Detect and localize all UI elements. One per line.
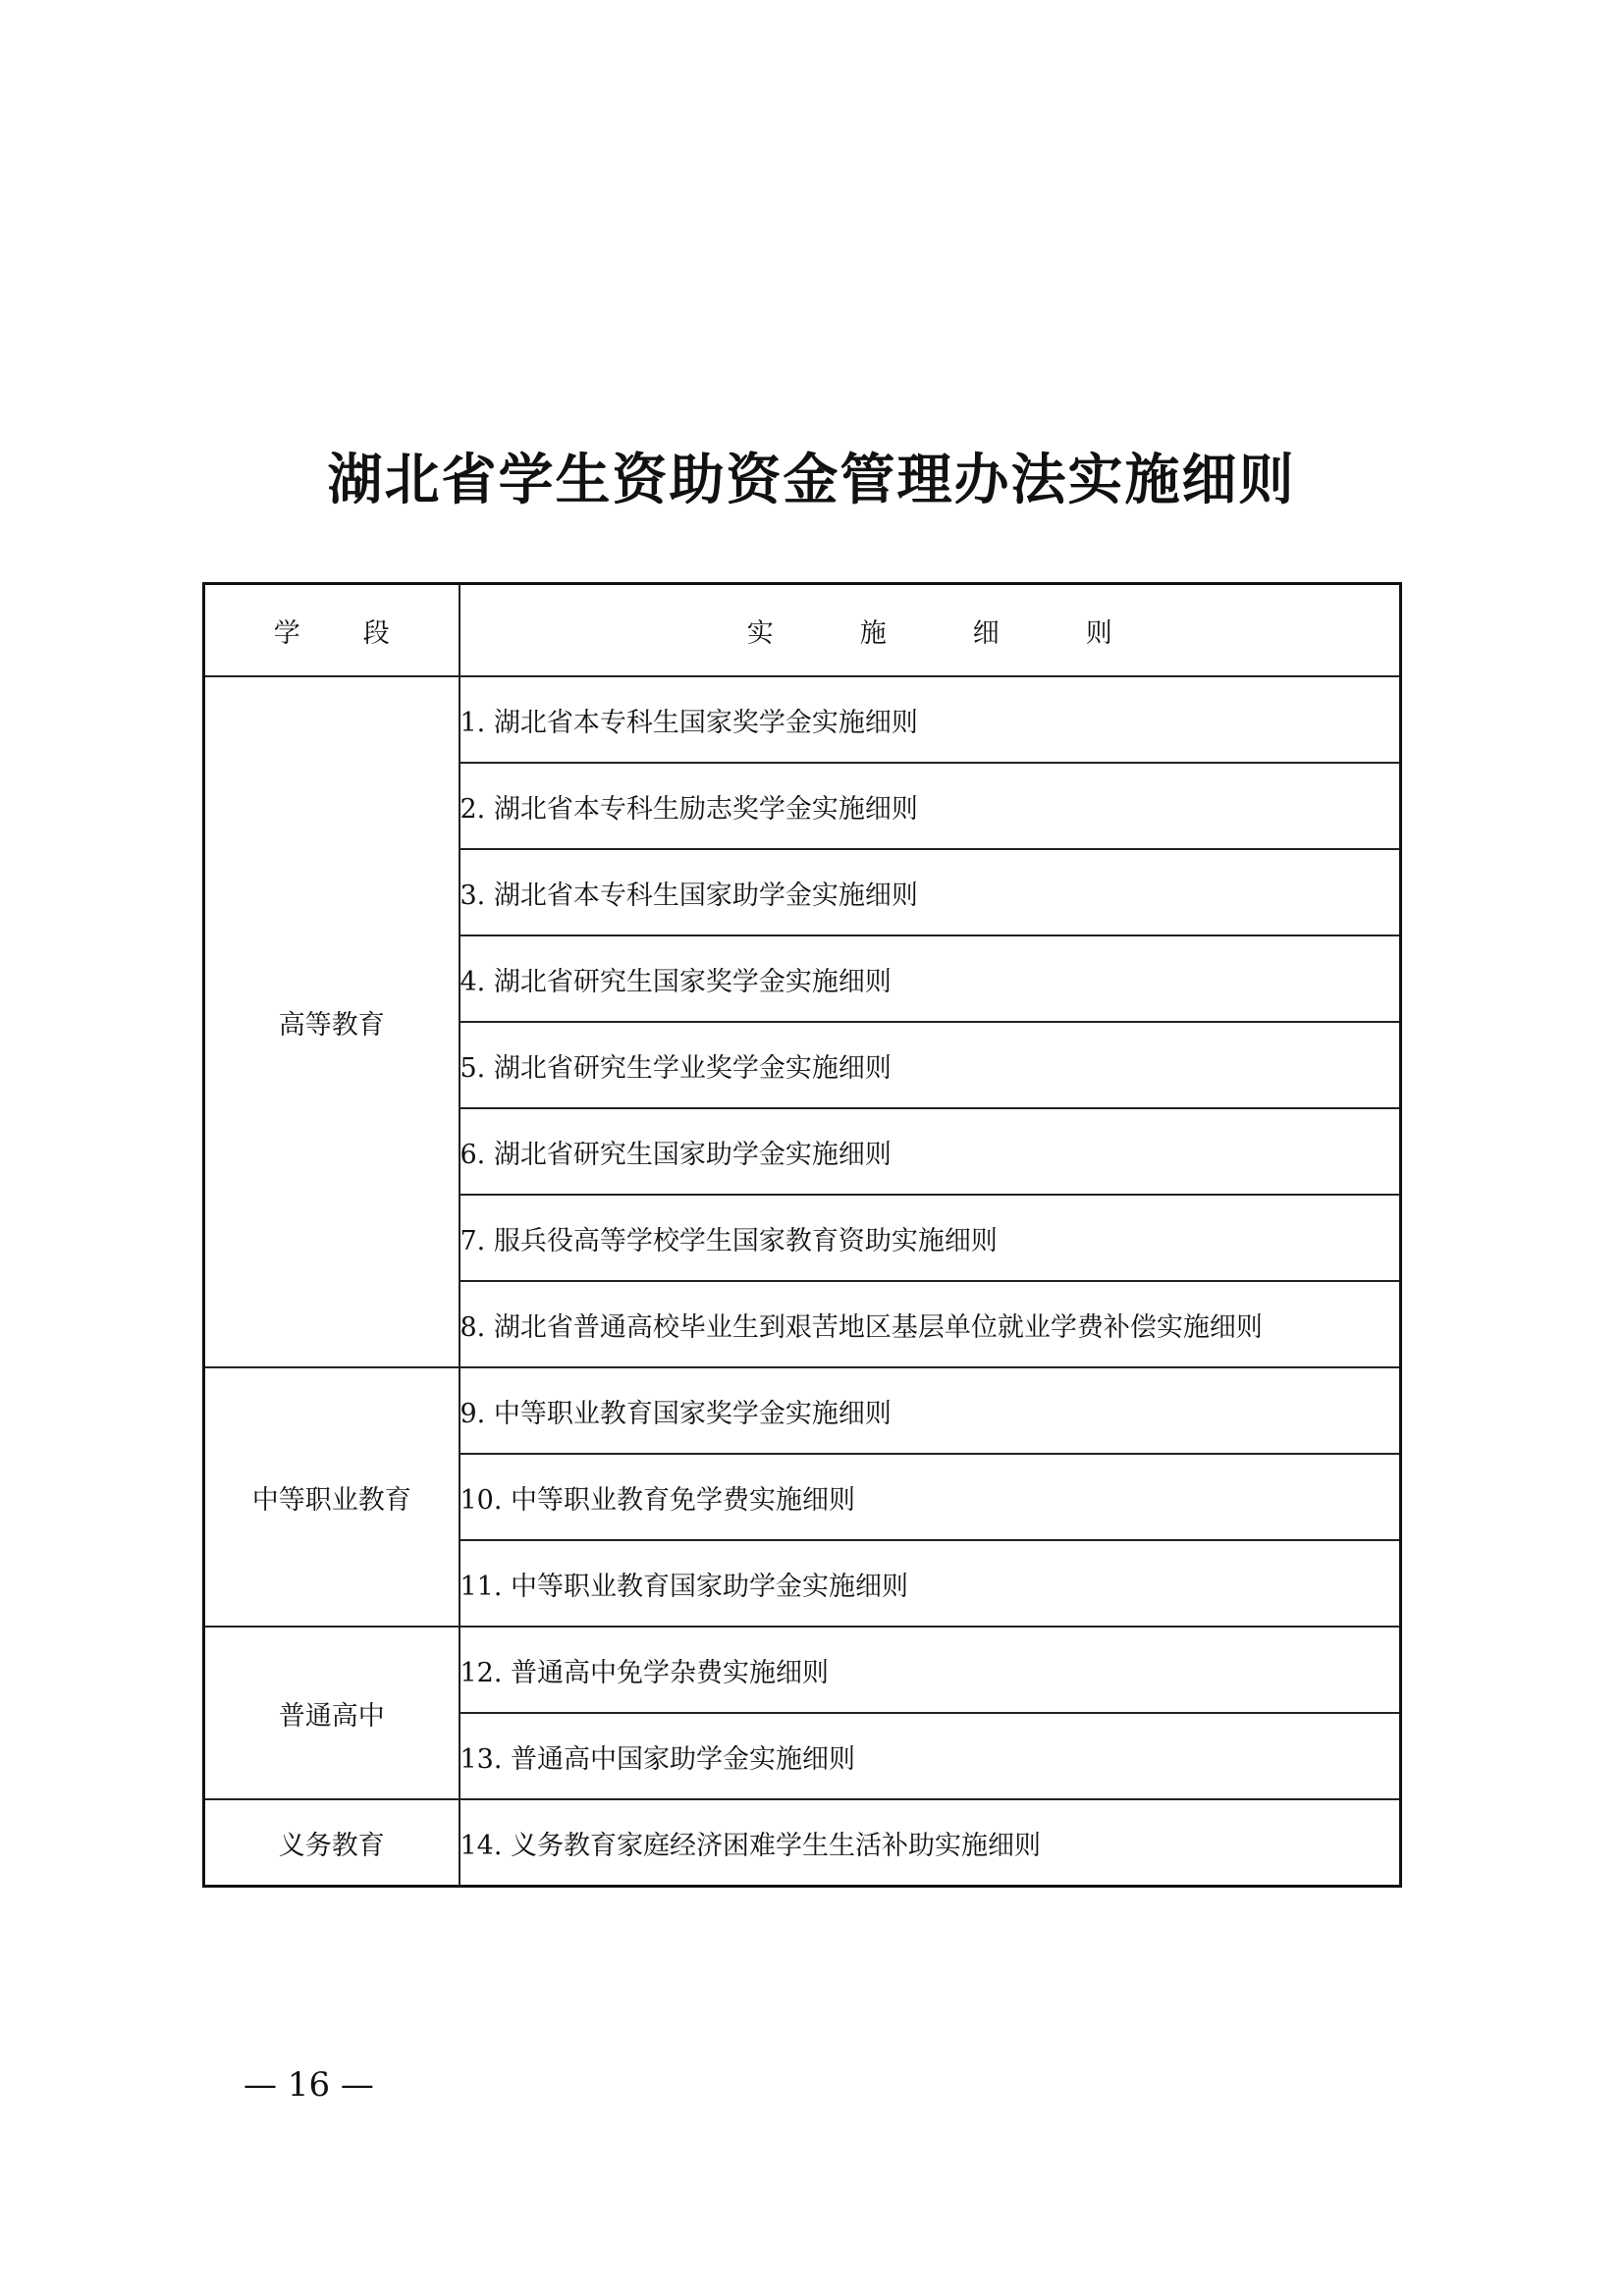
detail-item: 8. 湖北省普通高校毕业生到艰苦地区基层单位就业学费补偿实施细则 [460,1281,1401,1367]
detail-item: 9. 中等职业教育国家奖学金实施细则 [460,1367,1401,1454]
stage-cell-secondary-vocational: 中等职业教育 [204,1367,460,1627]
stage-cell-high-school: 普通高中 [204,1627,460,1799]
detail-item: 3. 湖北省本专科生国家助学金实施细则 [460,849,1401,935]
column-header-stage-label: 学段 [273,617,453,649]
table-row [204,676,1401,763]
column-header-detail [460,584,1401,677]
page-number: — 16 — [243,2065,374,2105]
column-header-detail-label: 实施细则 [746,617,1199,649]
table-row [204,1367,1401,1454]
detail-item: 10. 中等职业教育免学费实施细则 [460,1454,1401,1540]
detail-item: 12. 普通高中免学杂费实施细则 [460,1627,1401,1713]
detail-item: 6. 湖北省研究生国家助学金实施细则 [460,1108,1401,1195]
table-header-row [204,584,1401,677]
column-header-stage [204,584,460,677]
detail-item: 14. 义务教育家庭经济困难学生生活补助实施细则 [460,1799,1401,1887]
document-title: 湖北省学生资助资金管理办法实施细则 [327,449,1296,512]
detail-item: 5. 湖北省研究生学业奖学金实施细则 [460,1022,1401,1108]
detail-item: 13. 普通高中国家助学金实施细则 [460,1713,1401,1799]
table-row [204,1627,1401,1713]
stage-cell-higher-education: 高等教育 [204,676,460,1367]
table-row [204,1799,1401,1887]
detail-item: 7. 服兵役高等学校学生国家教育资助实施细则 [460,1195,1401,1281]
stage-cell-compulsory-education: 义务教育 [204,1799,460,1887]
detail-item: 2. 湖北省本专科生励志奖学金实施细则 [460,763,1401,849]
detail-item: 1. 湖北省本专科生国家奖学金实施细则 [460,676,1401,763]
implementation-rules-table [202,582,1402,1888]
detail-item: 11. 中等职业教育国家助学金实施细则 [460,1540,1401,1627]
detail-item: 4. 湖北省研究生国家奖学金实施细则 [460,935,1401,1022]
